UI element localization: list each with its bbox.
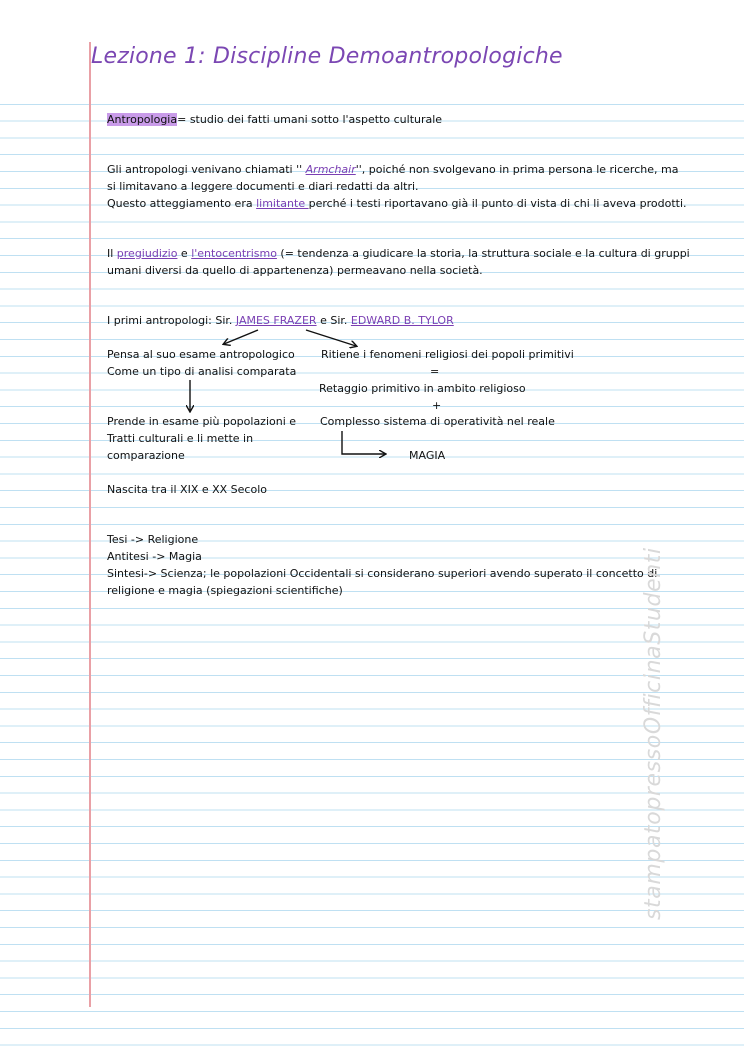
text-span: e Sir. [316, 314, 351, 327]
nascita-line: Nascita tra il XIX e XX Secolo [107, 483, 267, 496]
arrow-to-tylor-column [306, 330, 356, 346]
text-span: e [177, 247, 192, 260]
page-title: Lezione 1: Discipline Demoantropologiche [91, 44, 563, 69]
tylor-text-3: Complesso sistema di operatività nel reale [320, 415, 555, 428]
frazer-text-4: Tratti culturali e li mette in [107, 432, 254, 445]
armchair-paragraph-line-1 [107, 162, 678, 178]
text-span: perché i testi riportavano già il punto di vista di chi li aveva prodotti. [308, 197, 687, 210]
arrow-to-magia [342, 431, 385, 454]
limitante-link[interactable]: limitante [256, 197, 309, 210]
frazer-text-5: comparazione [107, 449, 185, 462]
tylor-text-2: Retaggio primitivo in ambito religioso [319, 382, 526, 395]
primi-antropologi-line [107, 313, 454, 329]
text-span: Il [107, 247, 117, 260]
definition-line [107, 112, 442, 128]
armchair-paragraph-line-3 [107, 196, 687, 212]
plus-sign: + [432, 399, 442, 412]
text-span: Questo atteggiamento era [107, 197, 257, 210]
text-span: Gli antropologi venivano chiamati '' [107, 163, 306, 176]
frazer-text-2: Come un tipo di analisi comparata [107, 365, 297, 378]
armchair-paragraph-line-2: si limitavano a leggere documenti e diari redatti da altri. [107, 180, 419, 193]
margin-line [89, 42, 91, 1007]
text-span: (= tendenza a giudicare la storia, la struttura sociale e la cultura di gruppi [276, 247, 690, 260]
definition-text: = studio dei fatti umani sotto l'aspetto culturale [177, 113, 443, 126]
magia-label: MAGIA [409, 449, 446, 462]
armchair-link[interactable]: Armchair [305, 163, 356, 176]
pregiudizio-paragraph-line-2: umani diversi da quello di appartenenza) permeavano nella società. [107, 264, 483, 277]
arrow-to-frazer-column [224, 330, 258, 344]
highlighted-term: Antropologia [107, 113, 178, 126]
equals-sign: = [430, 365, 440, 378]
tylor-text-1: Ritiene i fenomeni religiosi dei popoli primitivi [321, 348, 574, 361]
pregiudizio-paragraph-line-1 [107, 246, 690, 262]
antitesi-line: Antitesi -> Magia [107, 550, 202, 563]
frazer-text-1: Pensa al suo esame antropologico [107, 348, 295, 361]
tylor-link[interactable]: EDWARD B. TYLOR [350, 314, 454, 327]
frazer-text-3: Prende in esame più popolazioni e [107, 415, 297, 428]
entocentrismo-link[interactable]: l'entocentrismo [191, 247, 277, 260]
frazer-link[interactable]: JAMES FRAZER [235, 314, 317, 327]
tesi-line: Tesi -> Religione [107, 533, 199, 546]
pregiudizio-link[interactable]: pregiudizio [116, 247, 178, 260]
text-span: '', poiché non svolgevano in prima persona le ricerche, ma [355, 163, 679, 176]
text-span: I primi antropologi: Sir. [107, 314, 236, 327]
sintesi-line-2: religione e magia (spiegazioni scientifiche) [107, 584, 343, 597]
sintesi-line-1: Sintesi-> Scienza; le popolazioni Occidentali si considerano superiori avendo superato il concetto di [107, 567, 658, 580]
watermark: stampatopressoOfficinaStudenti [641, 547, 666, 920]
